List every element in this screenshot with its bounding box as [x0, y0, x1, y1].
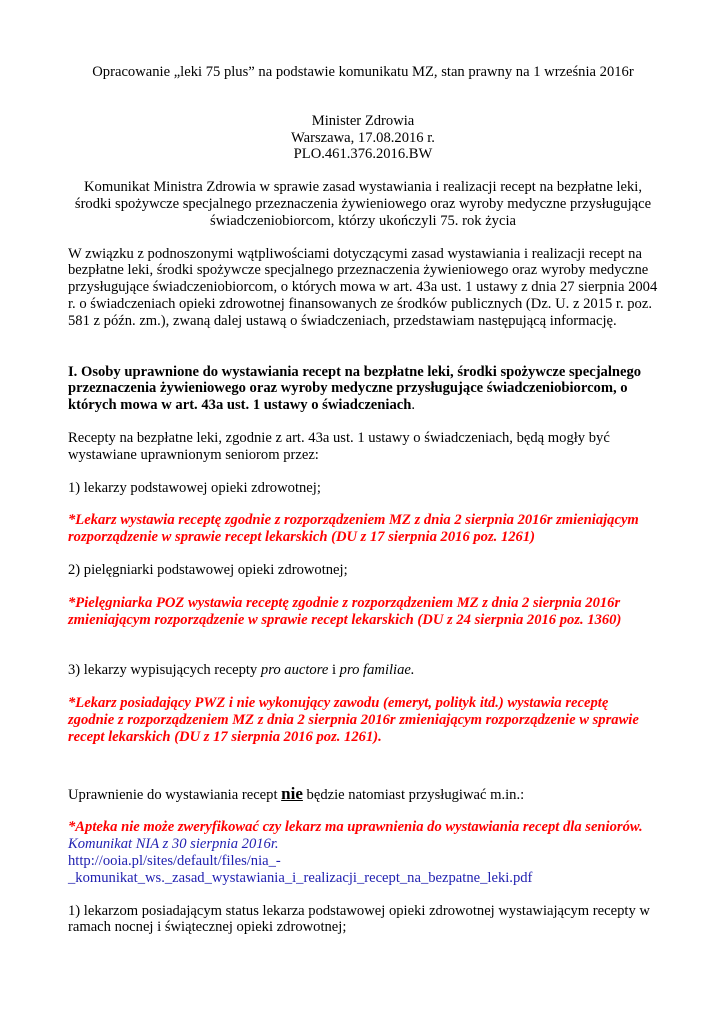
list-item-1: 1) lekarzy podstawowej opieki zdrowotnej;	[68, 479, 321, 496]
section-heading	[68, 364, 658, 414]
note-doctor: *Lekarz wystawia receptę zgodnie z rozporządzeniem MZ z dnia 2 sierpnia 2016r zmieniającym rozporządzenie w sprawie recept lekarskich (DU z 17 sierpnia 2016 poz. 1261)	[68, 512, 639, 546]
document-title-line-3: świadczeniobiorcom, którzy ukończyli 75. rok życia	[210, 212, 516, 229]
note-nurse: *Pielęgniarka POZ wystawia receptę zgodnie z rozporządzeniem MZ z dnia 2 sierpnia 2016r zmieniającym rozporządzenie w sprawie recept lekarskich (DU z 24 sierpnia 2016 poz. 1360)	[68, 594, 622, 628]
note-pharmacy-source: Komunikat NIA z 30 sierpnia 2016r.	[68, 836, 279, 853]
pro-auctore-text: pro auctore	[260, 662, 329, 679]
section-heading-text: I. Osoby uprawnione do wystawiania recept na bezpłatne leki, środki spożywcze specjalnego przeznaczenia żywieniowego oraz wyroby medyczne przysługujące świadczeniobiorcom, o których mowa w art. 43a ust. 1 ustawy o świadczeniach	[68, 363, 642, 414]
document-title-line-2: środki spożywcze specjalnego przeznaczenia żywieniowego oraz wyroby medyczne przysługujące	[74, 195, 652, 212]
denial-text-end: będzie natomiast przysługiwać m.in.:	[302, 786, 525, 803]
letterhead-minister: Minister Zdrowia	[311, 112, 415, 129]
note-pharmacy: *Apteka nie może zweryfikować czy lekarz ma uprawnienia do wystawiania recept dla seniorów.	[68, 819, 643, 836]
note-pharmacy-url-line-2[interactable]: _komunikat_ws._zasad_wystawiania_i_realizacji_recept_na_bezpatne_leki.pdf	[68, 869, 533, 886]
document-page	[68, 64, 658, 936]
denial-statement	[68, 783, 658, 804]
list-item-3-conj: i	[328, 662, 340, 679]
letterhead-date: Warszawa, 17.08.2016 r.	[291, 129, 435, 146]
list-item-2: 2) pielęgniarki podstawowej opieki zdrowotnej;	[68, 561, 348, 578]
intro-paragraph: W związku z podnoszonymi wątpliwościami dotyczącymi zasad wystawiania i realizacji recept na bezpłatne leki, środki spożywcze specjalnego przeznaczenia żywieniowego oraz wyroby medyczne przysługujące świadczeniobiorcom, o których mowa w art. 43a ust. 1 ustawy z dnia 27 sierpnia 2004 r. o świadczeniach opieki zdrowotnej finansowanych ze środków publicznych (Dz. U. z 2015 r. poz. 581 z późn. zm.), zwaną dalej ustawą o świadczeniach, przedstawiam następującą informację.	[68, 245, 658, 329]
denial-emphasis: nie	[281, 783, 303, 803]
denial-text-start: Uprawnienie do wystawiania recept	[68, 786, 282, 803]
section-heading-end: .	[411, 397, 416, 414]
document-title-line-1: Komunikat Ministra Zdrowia w sprawie zasad wystawiania i realizacji recept na bezpłatne leki,	[84, 179, 642, 196]
list-item-3	[68, 662, 658, 679]
note-retired-doctor: *Lekarz posiadający PWZ i nie wykonujący zawodu (emeryt, polityk itd.) wystawia receptę zgodnie z rozporządzeniem MZ z dnia 2 sierpnia 2016r zmieniającym rozporządzenie w sprawie recept lekarskich (DU z 17 sierpnia 2016 poz. 1261).	[68, 695, 639, 745]
document-header: Opracowanie „leki 75 plus” na podstawie komunikatu MZ, stan prawny na 1 września 2016r	[92, 64, 634, 80]
letterhead-reference: PLO.461.376.2016.BW	[293, 146, 433, 163]
exclusion-item-1: 1) lekarzom posiadającym status lekarza podstawowej opieki zdrowotnej wystawiającym recepty w ramach nocnej i świątecznej opieki zdrowotnej;	[68, 902, 650, 936]
note-pharmacy-url-line-1[interactable]: http://ooia.pl/sites/default/files/nia_-	[68, 852, 281, 869]
section-lead: Recepty na bezpłatne leki, zgodnie z art. 43a ust. 1 ustawy o świadczeniach, będą mogły być wystawiane uprawnionym seniorom przez:	[68, 429, 610, 463]
list-item-3-text: 3) lekarzy wypisujących recepty	[68, 662, 261, 679]
pro-familiae-text: pro familiae.	[339, 662, 415, 679]
